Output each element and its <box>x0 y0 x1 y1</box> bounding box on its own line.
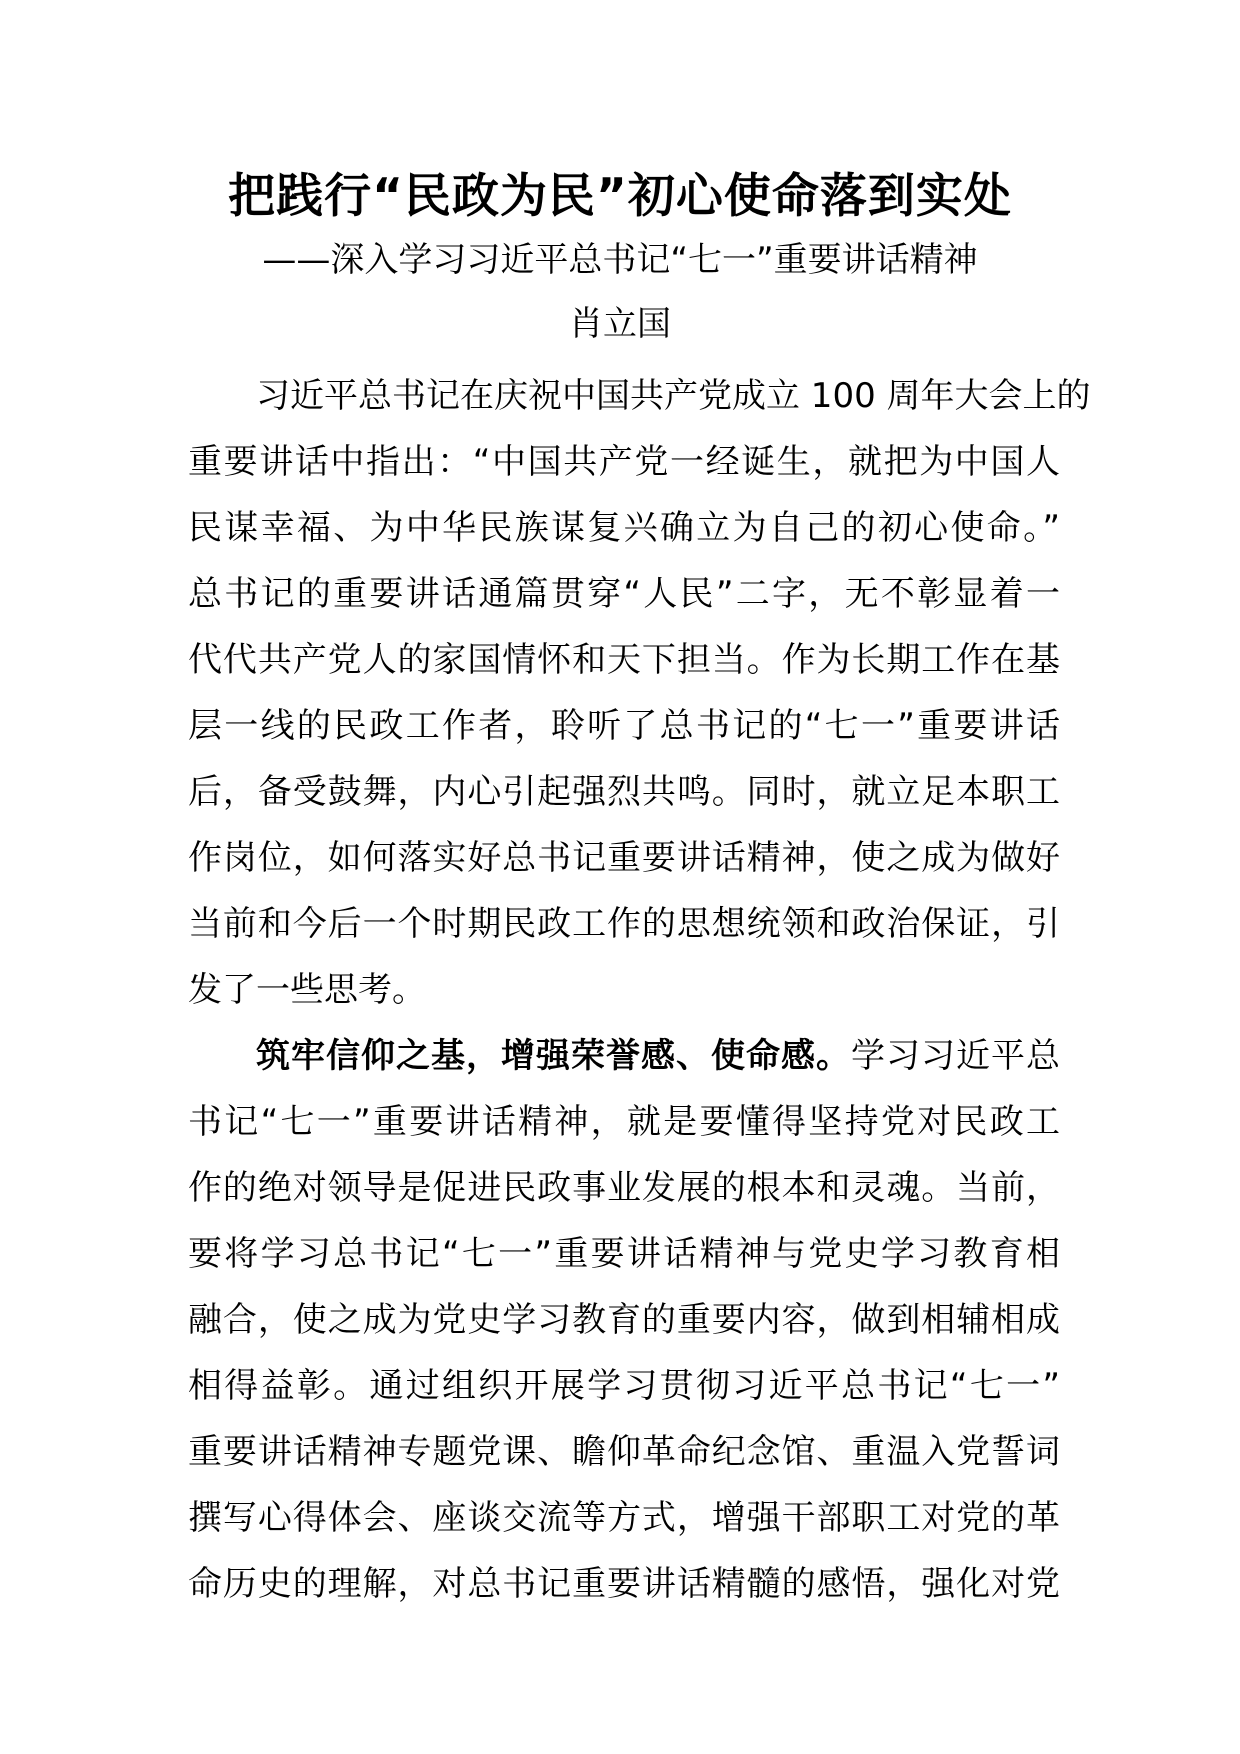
text-line: 民谋幸福、为中华民族谋复兴确立为自己的初心使命。” <box>188 508 1060 548</box>
document-title: 把践行“民政为民”初心使命落到实处 <box>228 169 1012 224</box>
text-line: 书记“七一”重要讲话精神，就是要懂得坚持党对民政工 <box>188 1102 1060 1142</box>
paragraph-1 <box>188 363 1091 1023</box>
text-line: 当前和今后一个时期民政工作的思想统领和政治保证，引 <box>188 904 1060 944</box>
text-line: 要将学习总书记“七一”重要讲话精神与党史学习教育相 <box>188 1234 1060 1274</box>
text-line: 习近平总书记在庆祝中国共产党成立 100 周年大会上的 <box>256 376 1091 416</box>
section-heading: 筑牢信仰之基，增强荣誉感、使命感。 <box>256 1036 851 1076</box>
text-line: 融合，使之成为党史学习教育的重要内容，做到相辅相成 <box>188 1300 1060 1340</box>
text-line: 层一线的民政工作者，聆听了总书记的“七一”重要讲话 <box>188 706 1060 746</box>
section-heading-continuation: 学习习近平总 <box>851 1036 1060 1076</box>
document-subtitle: ——深入学习习近平总书记“七一”重要讲话精神 <box>262 240 978 280</box>
text-line: 作的绝对领导是促进民政事业发展的根本和灵魂。当前， <box>188 1168 1060 1208</box>
document-author: 肖立国 <box>569 304 671 344</box>
text-line: 后，备受鼓舞，内心引起强烈共鸣。同时，就立足本职工 <box>188 772 1060 812</box>
text-line: 重要讲话精神专题党课、瞻仰革命纪念馆、重温入党誓词 <box>188 1432 1060 1472</box>
text-line: 代代共产党人的家国情怀和天下担当。作为长期工作在基 <box>188 640 1060 680</box>
text-line: 相得益彰。通过组织开展学习贯彻习近平总书记“七一” <box>188 1366 1060 1406</box>
text-line: 总书记的重要讲话通篇贯穿“人民”二字，无不彰显着一 <box>188 574 1060 614</box>
paragraph-2 <box>188 1023 1060 1617</box>
text-line: 作岗位，如何落实好总书记重要讲话精神，使之成为做好 <box>188 838 1060 878</box>
text-line: 命历史的理解，对总书记重要讲话精髓的感悟，强化对党 <box>188 1564 1060 1604</box>
text-line: 发了一些思考。 <box>188 970 426 1010</box>
text-line: 撰写心得体会、座谈交流等方式，增强干部职工对党的革 <box>188 1498 1060 1538</box>
document-body <box>188 363 1091 1617</box>
text-line <box>188 1023 1060 1089</box>
text-line: 重要讲话中指出：“中国共产党一经诞生，就把为中国人 <box>188 442 1060 482</box>
